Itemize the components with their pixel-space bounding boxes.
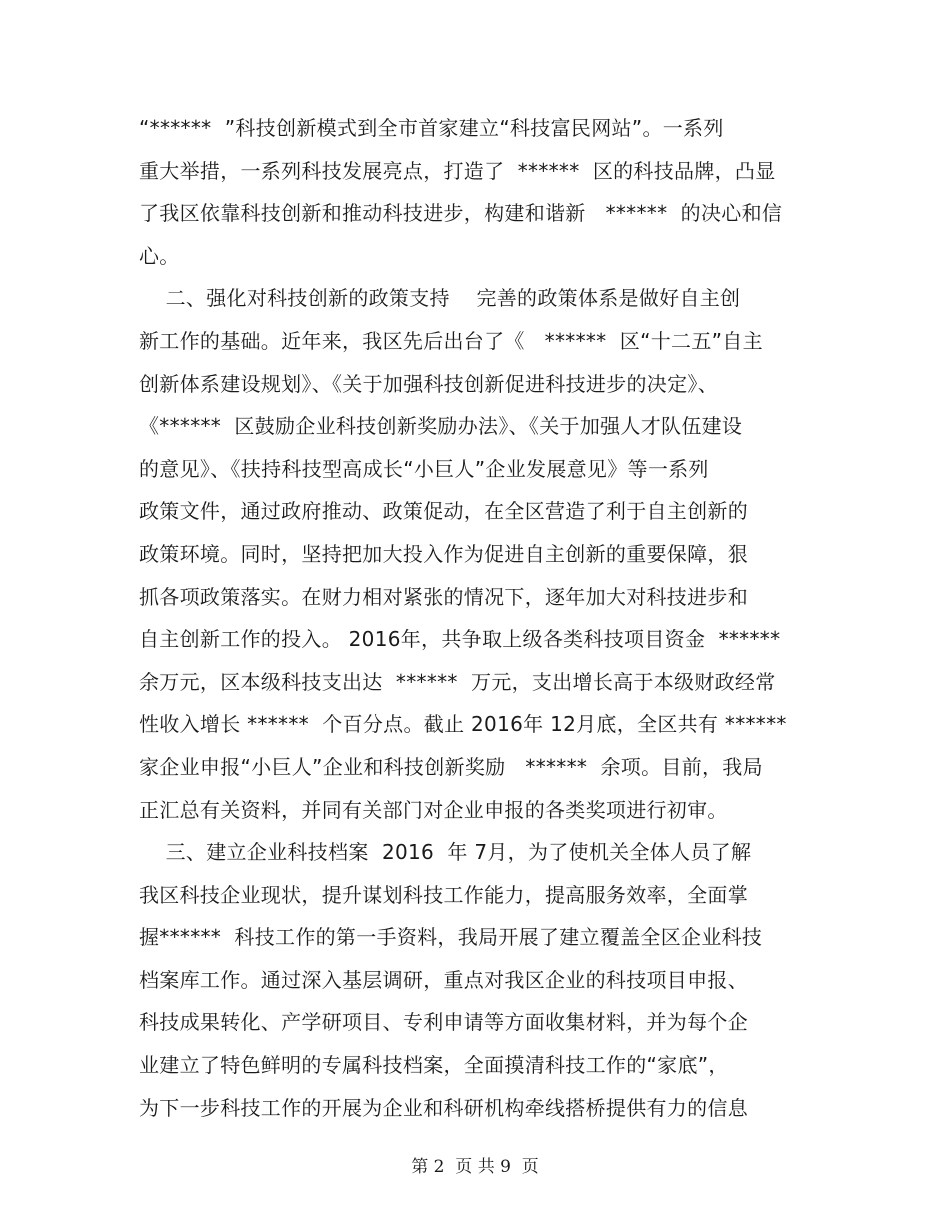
text-line: 握****** 科技工作的第一手资料，我局开展了建立覆盖全区企业科技 (139, 925, 763, 950)
text-line: 自主创新工作的投入。 2016年，共争取上级各类科技项目资金 ****** (139, 627, 781, 652)
text-line: 新工作的基础。近年来，我区先后出台了《 ****** 区“十二五”自主 (139, 328, 763, 353)
text-line: 了我区依靠科技创新和推动科技进步，构建和谐新 ****** 的决心和信 (139, 201, 783, 226)
section-heading-line: 三、建立企业科技档案 2016 年 7月，为了使机关全体人员了解 (139, 840, 752, 865)
text-line: 为下一步科技工作的开展为企业和科研机构牵线搭桥提供有力的信息 (139, 1095, 748, 1120)
text-line: 政策文件，通过政府推动、政策促动，在全区营造了利于自主创新的 (139, 499, 748, 524)
text-line: 余万元，区本级科技支出达 ****** 万元，支出增长高于本级财政经常 (139, 669, 776, 694)
text-line: 我区科技企业现状，提升谋划科技工作能力，提高服务效率，全面掌 (139, 882, 748, 907)
text-line: 业建立了特色鲜明的专属科技档案，全面摸清科技工作的“家底”， (139, 1053, 729, 1078)
text-line: 政策环境。同时，坚持把加大投入作为促进自主创新的重要保障，狠 (139, 541, 748, 566)
text-line: 《****** 区鼓励企业科技创新奖励办法》、《关于加强人才队伍建设 (139, 414, 743, 439)
text-line: 科技成果转化、产学研项目、专利申请等方面收集材料，并为每个企 (139, 1010, 748, 1035)
text-line: 性收入增长 ****** 个百分点。截止 2016年 12月底，全区共有 ****** (139, 712, 787, 737)
text-line: 正汇总有关资料，并同有关部门对企业申报的各类奖项进行初审。 (139, 797, 728, 822)
text-line: “****** ”科技创新模式到全市首家建立“科技富民网站”。一系列 (139, 116, 724, 140)
text-line: 的意见》、《扶持科技型高成长“小巨人”企业发展意见》等一系列 (139, 456, 709, 481)
text-line: 创新体系建设规划》、《关于加强科技创新促进科技进步的决定》、 (139, 371, 718, 396)
text-line: 家企业申报“小巨人”企业和科技创新奖励 ****** 余项。目前，我局 (139, 754, 763, 779)
text-line: 抓各项政策落实。在财力相对紧张的情况下，逐年加大对科技进步和 (139, 584, 748, 609)
text-line: 重大举措，一系列科技发展亮点，打造了 ****** 区的科技品牌，凸显 (139, 158, 776, 183)
document-body (139, 113, 839, 1135)
text-line: 心。 (139, 243, 180, 268)
section-heading-line: 二、强化对科技创新的政策支持 完善的政策体系是做好自主创 (139, 286, 741, 311)
page-number-footer: 第 2 页 共 9 页 (411, 1157, 539, 1177)
text-line: 档案库工作。通过深入基层调研，重点对我区企业的科技项目申报、 (139, 967, 748, 992)
